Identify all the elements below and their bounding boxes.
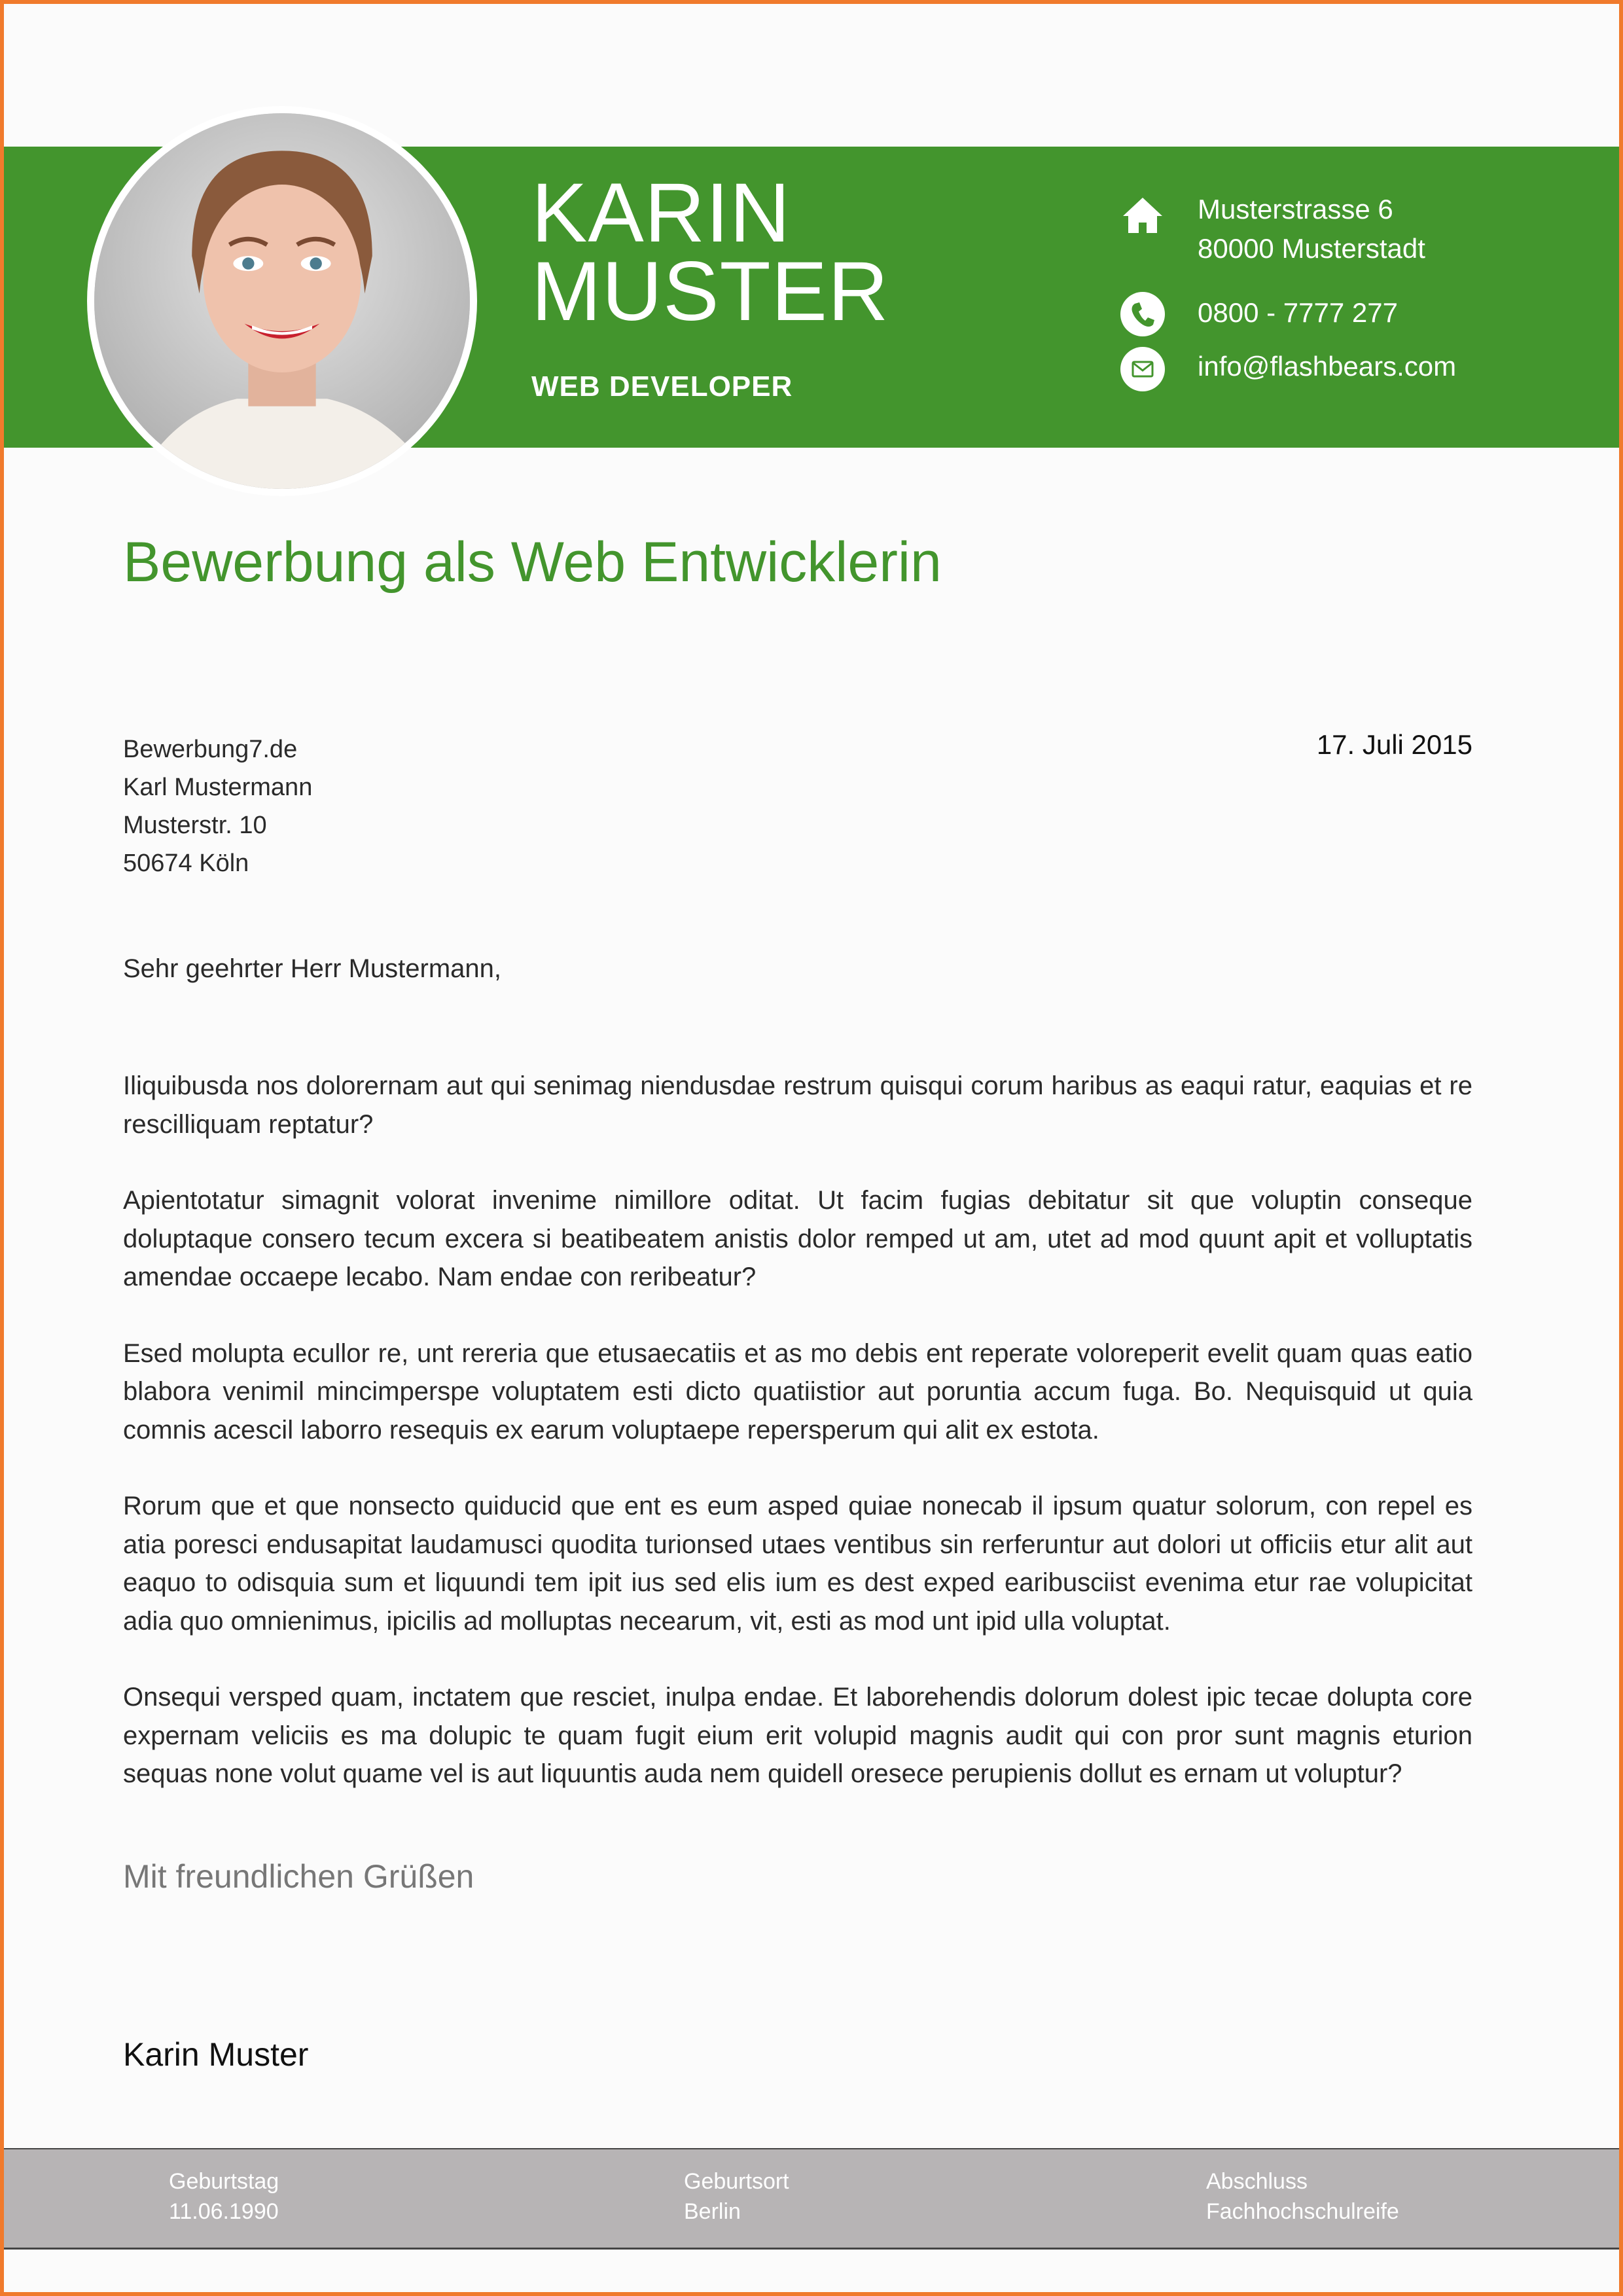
job-title: WEB DEVELOPER xyxy=(531,370,793,403)
recipient-company: Bewerbung7.de xyxy=(123,736,298,763)
footer-value: 11.06.1990 xyxy=(169,2199,279,2224)
home-icon xyxy=(1120,194,1165,238)
salutation: Sehr geehrter Herr Mustermann, xyxy=(123,954,502,983)
address-line-2: 80000 Musterstadt xyxy=(1198,233,1425,264)
letter-heading: Bewerbung als Web Entwicklerin xyxy=(123,531,942,594)
email-icon xyxy=(1120,347,1165,391)
recipient-name: Karl Mustermann xyxy=(123,774,313,801)
footer-label: Abschluss xyxy=(1206,2169,1308,2194)
body-paragraph: Rorum que et que nonsecto quiducid que ent es eum asped quiae nonecab il ipsum quatur solorum, con repel es atia poresci endusapitat laudamusci quodita turionsed utaes ventibus sin rerferuntur aut dolori ut officiis etur alit aut eaquo to odisquia sum et liquundi tem ipit ius sed elis ium es dest exped earibusciist evenima etur rae volupicitat adia quo omnienimus, ipicilis ad molluptas necearum, vit, esti as mod unt ipid ulla voluptat. xyxy=(123,1492,1472,1636)
phone-icon xyxy=(1120,292,1165,336)
letter-body xyxy=(123,1067,1472,1831)
body-paragraph: Iliquibusda nos dolorernam aut qui senimag niendusdae restrum quisqui corum haribus as eaqui ratur, eaquias et re rescilliquam reptatur? xyxy=(123,1071,1472,1139)
footer-divider-bottom xyxy=(4,2248,1619,2250)
body-paragraph: Onsequi versped quam, inctatem que resciet, inulpa endae. Et laborehendis dolorum dolest ipic tecae dolupta core expernam veliciis es ma dolupic te quam fugit eium erit volupid magnis audit qui con pror sunt magnis eturion sequas none volut quame vel is aut liquuntis auda nem quidell oresece perupienis dollut es ernam ut voluptur? xyxy=(123,1683,1472,1788)
phone-number[interactable]: 0800 - 7777 277 xyxy=(1198,297,1398,328)
last-name: MUSTER xyxy=(531,245,889,338)
first-name: KARIN xyxy=(531,166,791,260)
footer-label: Geburtsort xyxy=(684,2169,789,2194)
profile-photo xyxy=(94,113,470,489)
closing-phrase: Mit freundlichen Grüßen xyxy=(123,1858,474,1895)
letter-date: 17. Juli 2015 xyxy=(1316,729,1472,760)
address-line-1: Musterstrasse 6 xyxy=(1198,194,1393,224)
footer-value: Fachhochschulreife xyxy=(1206,2199,1399,2224)
footer-birthday xyxy=(169,2166,279,2227)
footer-value: Berlin xyxy=(684,2199,741,2224)
recipient-street: Musterstr. 10 xyxy=(123,812,267,839)
recipient-city: 50674 Köln xyxy=(123,850,249,877)
signature-name: Karin Muster xyxy=(123,2036,309,2073)
footer-degree xyxy=(1206,2166,1399,2227)
email-address[interactable]: info@flashbears.com xyxy=(1198,351,1457,382)
recipient-address xyxy=(123,730,312,882)
body-paragraph: Esed molupta ecullor re, unt rereria que etusaecatiis et as mo debis ent reperate voloreperit evelit quam quas eatio blabora venimil mincimperspe voluptatem esti dicto quatiistior aut poruntia accum fuga. Bo. Nequisquid ut quia comnis acescil laborro resequis ex earum voluptaepe repersperum qui alit ex estota. xyxy=(123,1338,1472,1444)
body-paragraph: Apientotatur simagnit volorat invenime nimillore oditat. Ut facim fugias debitatur sit que voluptin conseque doluptaque consero tecum excera si beatibeatem anistis dolor remped ut am, utet ad mod quunt apit et volluptatis amendae occaepe lecabo. Nam endae con reribeatur? xyxy=(123,1186,1472,1291)
footer-label: Geburtstag xyxy=(169,2169,279,2194)
footer-birthplace xyxy=(684,2166,789,2227)
